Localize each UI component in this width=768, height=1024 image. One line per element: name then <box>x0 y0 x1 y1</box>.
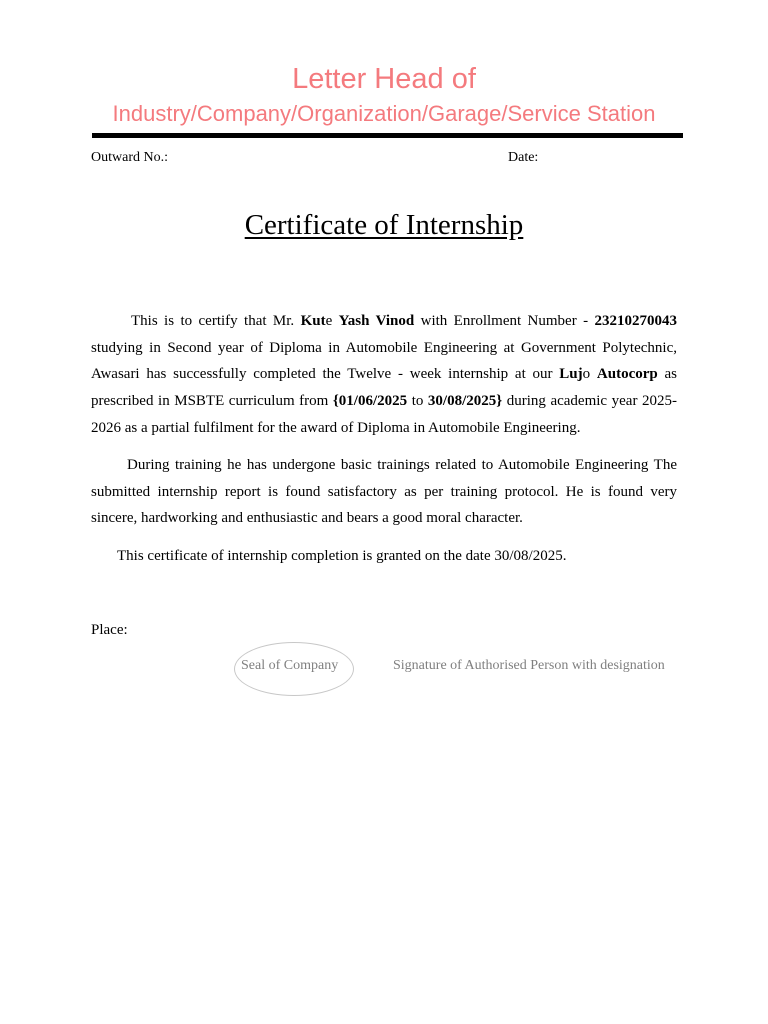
letterhead-subtitle: Industry/Company/Organization/Garage/Service Station <box>112 101 656 126</box>
certificate-paragraph-3: This certificate of internship completion is granted on the date 30/08/2025. <box>117 548 567 564</box>
para1-text-2: e <box>325 313 339 329</box>
certificate-title: Certificate of Internship <box>244 209 524 241</box>
date-label: Date: <box>508 150 539 165</box>
seal-label: Seal of Company <box>241 658 339 673</box>
para1-text-4: studying in Second year of Diploma in Automobile Engineering at Government Polytechnic, Awasari has successfully completed the Twelve - week internship at our <box>91 339 677 383</box>
company-name-part-1: Luj <box>559 366 583 383</box>
letterhead-title: Letter Head of <box>292 63 476 95</box>
certificate-paragraph-2: During training he has undergone basic trainings related to Automobile Engineering The submitted internship report is found satisfactory as per training protocol. He is found very sincere, hardworking and enthusiastic and bears a good moral character. <box>91 457 677 527</box>
para1-text-1: This is to certify that Mr. <box>131 313 301 329</box>
end-date: 30/08/2025} <box>427 393 503 410</box>
place-label: Place: <box>91 622 128 638</box>
certificate-paragraph-1 <box>91 308 677 442</box>
para1-text-5: o <box>582 366 597 383</box>
para1-text-7: to <box>407 393 428 410</box>
start-date: {01/06/2025 <box>332 393 408 410</box>
student-surname-part: Kut <box>300 313 326 329</box>
outward-number-label: Outward No.: <box>91 150 168 165</box>
signature-label: Signature of Authorised Person with designation <box>393 658 665 673</box>
para1-text-6: as prescribed in MSBTE curriculum from <box>91 366 677 410</box>
letterhead-divider <box>92 133 683 138</box>
para1-text-8: during academic year 2025-2026 as a partial fulfilment for the award of Diploma in Automobile Engineering. <box>91 393 677 436</box>
para1-text-3: with Enrollment Number - <box>414 313 595 329</box>
company-name-part-2: Autocorp <box>596 366 658 383</box>
student-name: Yash Vinod <box>338 313 415 329</box>
enrollment-number: 23210270043 <box>594 313 677 329</box>
